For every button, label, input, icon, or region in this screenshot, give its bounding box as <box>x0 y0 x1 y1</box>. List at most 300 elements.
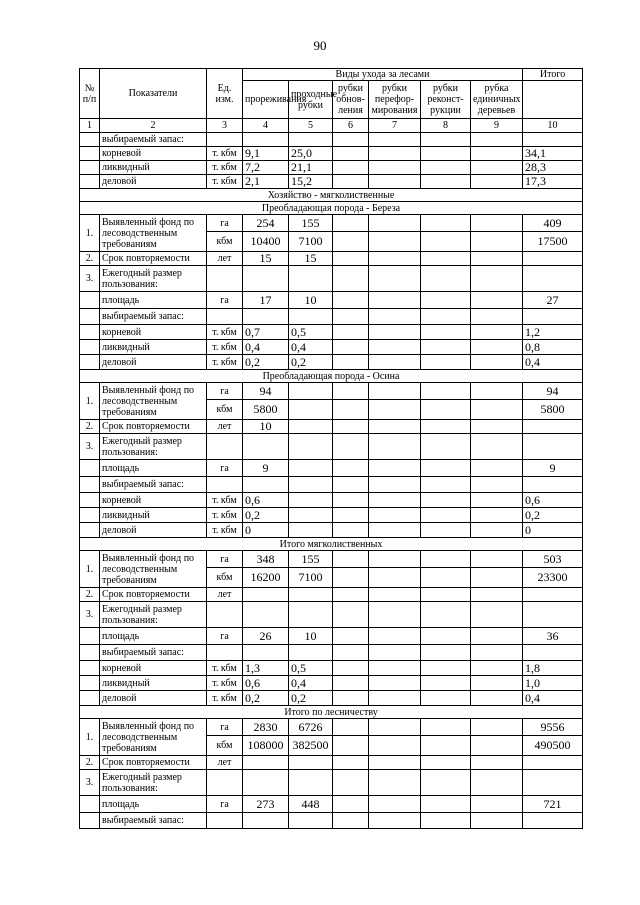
value-cell: 15 <box>289 252 333 266</box>
total-cell: 36 <box>523 628 583 645</box>
empty-cell <box>471 568 523 588</box>
indicator-label: корневой <box>100 147 207 161</box>
unit-cell: лет <box>207 420 243 434</box>
total-cell: 94 <box>523 383 583 400</box>
empty-cell <box>369 508 421 523</box>
empty-cell <box>523 309 583 325</box>
indicator-label: ликвидный <box>100 340 207 355</box>
empty-cell <box>421 523 471 538</box>
unit-cell: т. кбм <box>207 340 243 355</box>
value-cell: 0,2 <box>289 691 333 706</box>
empty-cell <box>289 477 333 493</box>
indicator-label: Выявленный фонд по лесоводственным требованиям <box>100 719 207 756</box>
total-cell: 1,0 <box>523 676 583 691</box>
value-cell: 0,2 <box>243 508 289 523</box>
empty-cell <box>471 719 523 736</box>
total-cell: 0,8 <box>523 340 583 355</box>
unit-cell: га <box>207 292 243 309</box>
empty-cell <box>421 434 471 460</box>
column-number: 8 <box>421 119 471 133</box>
column-number-row <box>80 119 583 133</box>
empty-cell <box>421 232 471 252</box>
empty-cell <box>471 266 523 292</box>
empty-cell <box>471 813 523 829</box>
empty-cell <box>421 676 471 691</box>
column-number: 1 <box>80 119 100 133</box>
unit-cell: га <box>207 719 243 736</box>
value-cell: 0,7 <box>243 325 289 340</box>
empty-cell <box>333 252 369 266</box>
empty-cell <box>369 813 421 829</box>
empty-cell <box>333 355 369 370</box>
row-number-cell <box>80 508 100 523</box>
empty-cell <box>333 161 369 175</box>
empty-cell <box>471 628 523 645</box>
total-cell: 721 <box>523 796 583 813</box>
empty-cell <box>333 340 369 355</box>
empty-cell <box>471 215 523 232</box>
empty-cell <box>369 400 421 420</box>
value-cell: 1,3 <box>243 661 289 676</box>
unit-cell: т. кбм <box>207 508 243 523</box>
empty-cell <box>333 628 369 645</box>
empty-cell <box>471 355 523 370</box>
indicator-label: Ежегодный размер пользования: <box>100 266 207 292</box>
section-title: Преобладающая порода - Береза <box>80 202 583 215</box>
empty-cell <box>471 325 523 340</box>
empty-cell <box>471 493 523 508</box>
total-cell: 0,4 <box>523 691 583 706</box>
empty-cell <box>207 602 243 628</box>
indicator-label: выбираемый запас: <box>100 477 207 493</box>
annual-usage-row <box>80 770 583 796</box>
empty-cell <box>333 215 369 232</box>
total-cell: 23300 <box>523 568 583 588</box>
value-cell: 0 <box>243 523 289 538</box>
value-cell <box>289 383 333 400</box>
empty-cell <box>333 676 369 691</box>
value-cell: 0,4 <box>289 676 333 691</box>
empty-cell <box>369 493 421 508</box>
value-cell <box>289 460 333 477</box>
unit-cell: га <box>207 796 243 813</box>
harvest-stock-row <box>80 813 583 829</box>
header-col-total: Итого <box>523 69 583 81</box>
value-cell <box>243 756 289 770</box>
empty-cell <box>243 645 289 661</box>
empty-cell <box>421 266 471 292</box>
value-cell: 15,2 <box>289 175 333 189</box>
column-number: 6 <box>333 119 369 133</box>
empty-cell <box>369 770 421 796</box>
indicator-label: ликвидный <box>100 161 207 175</box>
core-row <box>80 325 583 340</box>
value-cell <box>289 523 333 538</box>
row-number: 3. <box>80 266 100 292</box>
row-number-cell <box>80 147 100 161</box>
unit-cell: га <box>207 460 243 477</box>
empty-cell <box>333 523 369 538</box>
value-cell: 6726 <box>289 719 333 736</box>
indicator-label: Срок повторяемости <box>100 756 207 770</box>
section-title-row <box>80 706 583 719</box>
total-cell: 27 <box>523 292 583 309</box>
indicator-label: Выявленный фонд по лесоводственным требованиям <box>100 383 207 420</box>
empty-cell <box>333 796 369 813</box>
value-cell <box>289 756 333 770</box>
empty-cell <box>289 434 333 460</box>
area-row <box>80 460 583 477</box>
value-cell: 94 <box>243 383 289 400</box>
fund-row-ha <box>80 551 583 568</box>
empty-cell <box>471 147 523 161</box>
page-number: 90 <box>313 38 327 53</box>
core-row <box>80 661 583 676</box>
empty-cell <box>421 477 471 493</box>
indicator-label: выбираемый запас: <box>100 133 207 147</box>
value-cell: 21,1 <box>289 161 333 175</box>
value-cell: 0,6 <box>243 493 289 508</box>
empty-cell <box>471 434 523 460</box>
empty-cell <box>421 736 471 756</box>
empty-cell <box>333 434 369 460</box>
header-care-type: рубки обнов-ления <box>333 81 369 119</box>
area-row <box>80 292 583 309</box>
empty-cell <box>333 383 369 400</box>
fund-row-ha <box>80 719 583 736</box>
row-number: 1. <box>80 719 100 756</box>
value-cell: 0,4 <box>289 340 333 355</box>
empty-cell <box>421 719 471 736</box>
section-title: Итого мягколиственных <box>80 538 583 551</box>
area-row <box>80 796 583 813</box>
empty-cell <box>369 252 421 266</box>
empty-cell <box>333 493 369 508</box>
empty-cell <box>369 645 421 661</box>
value-cell <box>289 588 333 602</box>
empty-cell <box>369 676 421 691</box>
unit-cell: га <box>207 383 243 400</box>
empty-cell <box>523 133 583 147</box>
value-cell: 448 <box>289 796 333 813</box>
value-cell: 17 <box>243 292 289 309</box>
value-cell: 0,5 <box>289 325 333 340</box>
unit-cell: га <box>207 215 243 232</box>
empty-cell <box>289 770 333 796</box>
empty-cell <box>523 266 583 292</box>
indicator-label: выбираемый запас: <box>100 645 207 661</box>
value-cell: 7,2 <box>243 161 289 175</box>
value-cell: 10 <box>289 628 333 645</box>
empty-cell <box>333 602 369 628</box>
column-number: 4 <box>243 119 289 133</box>
repeat-row <box>80 756 583 770</box>
value-cell <box>289 400 333 420</box>
row-number: 3. <box>80 770 100 796</box>
empty-cell <box>421 175 471 189</box>
row-number-cell <box>80 691 100 706</box>
total-cell: 409 <box>523 215 583 232</box>
total-cell: 5800 <box>523 400 583 420</box>
empty-cell <box>369 460 421 477</box>
unit-cell: кбм <box>207 232 243 252</box>
column-number: 10 <box>523 119 583 133</box>
value-cell: 10 <box>243 420 289 434</box>
total-cell: 0 <box>523 523 583 538</box>
total-cell: 1,2 <box>523 325 583 340</box>
value-cell: 155 <box>289 215 333 232</box>
header-col-unit: Ед. изм. <box>207 69 243 119</box>
empty-cell <box>333 736 369 756</box>
empty-cell <box>523 434 583 460</box>
row-number-cell <box>80 796 100 813</box>
empty-cell <box>523 645 583 661</box>
empty-cell <box>369 340 421 355</box>
value-cell: 108000 <box>243 736 289 756</box>
empty-cell <box>333 551 369 568</box>
empty-cell <box>289 645 333 661</box>
empty-cell <box>471 756 523 770</box>
empty-cell <box>471 661 523 676</box>
empty-cell <box>523 602 583 628</box>
empty-cell <box>421 796 471 813</box>
empty-cell <box>243 770 289 796</box>
header-col-indicators: Показатели <box>100 69 207 119</box>
unit-cell: т. кбм <box>207 691 243 706</box>
empty-cell <box>471 645 523 661</box>
total-cell: 1,8 <box>523 661 583 676</box>
empty-cell <box>369 736 421 756</box>
empty-cell <box>289 309 333 325</box>
empty-cell <box>471 420 523 434</box>
empty-cell <box>333 770 369 796</box>
empty-cell <box>471 252 523 266</box>
row-number-cell <box>80 133 100 147</box>
row-number-cell <box>80 493 100 508</box>
value-cell: 2,1 <box>243 175 289 189</box>
indicator-label: Срок повторяемости <box>100 252 207 266</box>
unit-cell: т. кбм <box>207 355 243 370</box>
empty-cell <box>333 309 369 325</box>
empty-cell <box>421 340 471 355</box>
total-cell <box>523 420 583 434</box>
total-cell: 17500 <box>523 232 583 252</box>
unit-cell: кбм <box>207 736 243 756</box>
empty-cell <box>369 420 421 434</box>
empty-cell <box>369 434 421 460</box>
section-title-row <box>80 538 583 551</box>
empty-cell <box>289 602 333 628</box>
area-row <box>80 628 583 645</box>
value-cell: 10 <box>289 292 333 309</box>
empty-cell <box>471 523 523 538</box>
empty-cell <box>333 147 369 161</box>
empty-cell <box>369 161 421 175</box>
empty-cell <box>421 508 471 523</box>
header-care-type: проходные рубки <box>289 81 333 119</box>
total-cell: 9556 <box>523 719 583 736</box>
indicator-label: Выявленный фонд по лесоводственным требованиям <box>100 215 207 252</box>
column-number: 5 <box>289 119 333 133</box>
business-row <box>80 691 583 706</box>
unit-cell: т. кбм <box>207 493 243 508</box>
empty-cell <box>289 813 333 829</box>
empty-cell <box>421 551 471 568</box>
empty-cell <box>289 133 333 147</box>
indicator-label: деловой <box>100 355 207 370</box>
empty-cell <box>421 568 471 588</box>
empty-cell <box>421 133 471 147</box>
empty-cell <box>369 292 421 309</box>
value-cell: 0,2 <box>289 355 333 370</box>
empty-cell <box>421 215 471 232</box>
total-cell <box>523 252 583 266</box>
empty-cell <box>369 602 421 628</box>
value-cell: 348 <box>243 551 289 568</box>
empty-cell <box>207 477 243 493</box>
empty-cell <box>471 691 523 706</box>
indicator-label: выбираемый запас: <box>100 813 207 829</box>
empty-cell <box>523 770 583 796</box>
fund-row-ha <box>80 383 583 400</box>
empty-cell <box>369 383 421 400</box>
empty-cell <box>369 756 421 770</box>
empty-cell <box>471 602 523 628</box>
row-number-cell <box>80 175 100 189</box>
empty-cell <box>333 477 369 493</box>
value-cell: 7100 <box>289 232 333 252</box>
empty-cell <box>369 133 421 147</box>
total-cell: 0,4 <box>523 355 583 370</box>
empty-cell <box>471 309 523 325</box>
empty-cell <box>333 661 369 676</box>
empty-cell <box>471 477 523 493</box>
indicator-label: выбираемый запас: <box>100 309 207 325</box>
empty-cell <box>333 568 369 588</box>
section-title: Преобладающая порода - Осина <box>80 370 583 383</box>
liquid-row <box>80 676 583 691</box>
indicator-label: деловой <box>100 523 207 538</box>
repeat-row <box>80 588 583 602</box>
unit-cell: кбм <box>207 400 243 420</box>
empty-cell <box>421 292 471 309</box>
empty-cell <box>421 645 471 661</box>
empty-cell <box>421 588 471 602</box>
indicator-label: площадь <box>100 460 207 477</box>
empty-cell <box>369 719 421 736</box>
empty-cell <box>369 691 421 706</box>
empty-cell <box>243 266 289 292</box>
value-cell: 0,2 <box>243 691 289 706</box>
value-cell: 0,6 <box>243 676 289 691</box>
indicator-label: Срок повторяемости <box>100 420 207 434</box>
total-cell: 490500 <box>523 736 583 756</box>
empty-cell <box>369 215 421 232</box>
empty-cell <box>207 645 243 661</box>
unit-cell: лет <box>207 756 243 770</box>
row-number: 3. <box>80 434 100 460</box>
repeat-row <box>80 252 583 266</box>
empty-cell <box>369 796 421 813</box>
value-cell: 155 <box>289 551 333 568</box>
section-title-row <box>80 370 583 383</box>
unit-cell: т. кбм <box>207 676 243 691</box>
empty-cell <box>243 813 289 829</box>
forest-care-table <box>79 68 583 829</box>
value-cell: 16200 <box>243 568 289 588</box>
annual-usage-row <box>80 434 583 460</box>
core-row <box>80 147 583 161</box>
core-row <box>80 493 583 508</box>
empty-cell <box>333 813 369 829</box>
empty-cell <box>333 588 369 602</box>
indicator-label: деловой <box>100 175 207 189</box>
row-number: 1. <box>80 215 100 252</box>
empty-cell <box>421 252 471 266</box>
empty-cell <box>333 266 369 292</box>
header-care-type: прореживания <box>243 81 289 119</box>
empty-cell <box>369 309 421 325</box>
indicator-label: Ежегодный размер пользования: <box>100 434 207 460</box>
unit-cell: т. кбм <box>207 325 243 340</box>
header-care-type: рубка единичных деревьев <box>471 81 523 119</box>
business-row <box>80 523 583 538</box>
empty-cell <box>243 434 289 460</box>
repeat-row <box>80 420 583 434</box>
indicator-label: площадь <box>100 796 207 813</box>
empty-cell <box>369 175 421 189</box>
row-number-cell <box>80 628 100 645</box>
empty-cell <box>333 232 369 252</box>
value-cell: 273 <box>243 796 289 813</box>
empty-cell <box>333 645 369 661</box>
indicator-label: ликвидный <box>100 676 207 691</box>
row-number: 3. <box>80 602 100 628</box>
empty-cell <box>471 676 523 691</box>
indicator-label: Выявленный фонд по лесоводственным требованиям <box>100 551 207 588</box>
indicator-label: корневой <box>100 493 207 508</box>
empty-cell <box>421 383 471 400</box>
empty-cell <box>369 551 421 568</box>
empty-cell <box>471 796 523 813</box>
empty-cell <box>369 588 421 602</box>
unit-cell: лет <box>207 588 243 602</box>
row-number: 2. <box>80 420 100 434</box>
empty-cell <box>333 756 369 770</box>
indicator-label: деловой <box>100 691 207 706</box>
empty-cell <box>333 460 369 477</box>
value-cell <box>289 493 333 508</box>
unit-cell: т. кбм <box>207 523 243 538</box>
empty-cell <box>471 551 523 568</box>
total-cell: 0,2 <box>523 508 583 523</box>
unit-cell: т. кбм <box>207 175 243 189</box>
value-cell: 10400 <box>243 232 289 252</box>
column-number: 9 <box>471 119 523 133</box>
value-cell: 254 <box>243 215 289 232</box>
unit-cell: т. кбм <box>207 147 243 161</box>
empty-cell <box>243 309 289 325</box>
header-empty-cell <box>523 81 583 119</box>
empty-cell <box>471 400 523 420</box>
value-cell: 25,0 <box>289 147 333 161</box>
value-cell: 7100 <box>289 568 333 588</box>
total-cell: 9 <box>523 460 583 477</box>
empty-cell <box>471 340 523 355</box>
empty-cell <box>471 232 523 252</box>
row-number-cell <box>80 477 100 493</box>
unit-cell: га <box>207 551 243 568</box>
